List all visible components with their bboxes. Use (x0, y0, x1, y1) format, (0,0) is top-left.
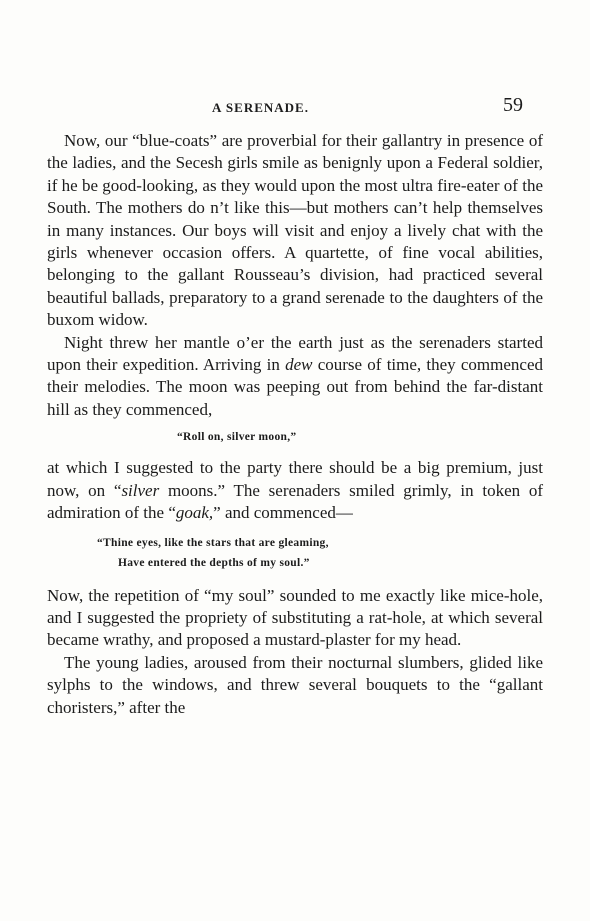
verse-2-line-1: “Thine eyes, like the stars that are gleaming, (97, 536, 329, 549)
paragraph-2-italic: dew (285, 355, 313, 375)
paragraph-2 (47, 332, 543, 422)
paragraph-3-text-a: at which I suggested to the party there should be a big premium, just now, on “ (47, 458, 543, 500)
paragraph-2-text-b: course of time, they commenced their melodies. The moon was peeping out from behind the far-distant hill as they commenced, (47, 355, 543, 419)
paragraph-3-italic-1: silver (121, 480, 160, 500)
paragraph-2-text-a: Night threw her mantle o’er the earth just as the serenaders started upon their expedition. Arriving in (47, 332, 543, 375)
paragraph-3-text-c: ” and commenced— (213, 503, 353, 523)
verse-quote-2 (47, 533, 543, 573)
verse-quote-1: “Roll on, silver moon,” (177, 431, 297, 444)
paragraph-5: The young ladies, aroused from their nocturnal slumbers, glided like sylphs to the windows, and threw several bouquets to the “gallant choristers,” after the (47, 652, 543, 717)
page-body (47, 130, 543, 719)
paragraph-4: Now, the repetition of “my soul” sounded to me exactly like mice-hole, and I suggested the propriety of substituting a rat-hole, at which several became wrathy, and proposed a mustard-plaster for my head. (47, 585, 543, 650)
paragraph-1: Now, our “blue-coats” are proverbial for their gallantry in presence of the ladies, and the Secesh girls smile as benignly upon a Federal soldier, if he be good-looking, as they would upon the most ultra fire-eater of the South. The mothers do n’t like this—but mothers can’t help themselves in many instances. Our boys will visit and enjoy a lively chat with the girls whenever occasion offers. A quartette, of fine vocal abilities, belonging to the gallant Rousseau’s division, had practiced several beautiful ballads, preparatory to a grand serenade to the daughters of the buxom widow. (47, 131, 543, 330)
paragraph-3 (47, 457, 543, 524)
verse-2-line-2: Have entered the depths of my soul.” (118, 556, 310, 569)
running-header (47, 96, 543, 120)
page-number: 59 (503, 94, 523, 116)
paragraph-3-italic-2: goak, (175, 503, 214, 523)
chapter-title: A SERENADE. (212, 100, 309, 115)
paragraph-3-text-b: moons.” The serenaders smiled grimly, in token of admiration of the “ (47, 480, 544, 523)
